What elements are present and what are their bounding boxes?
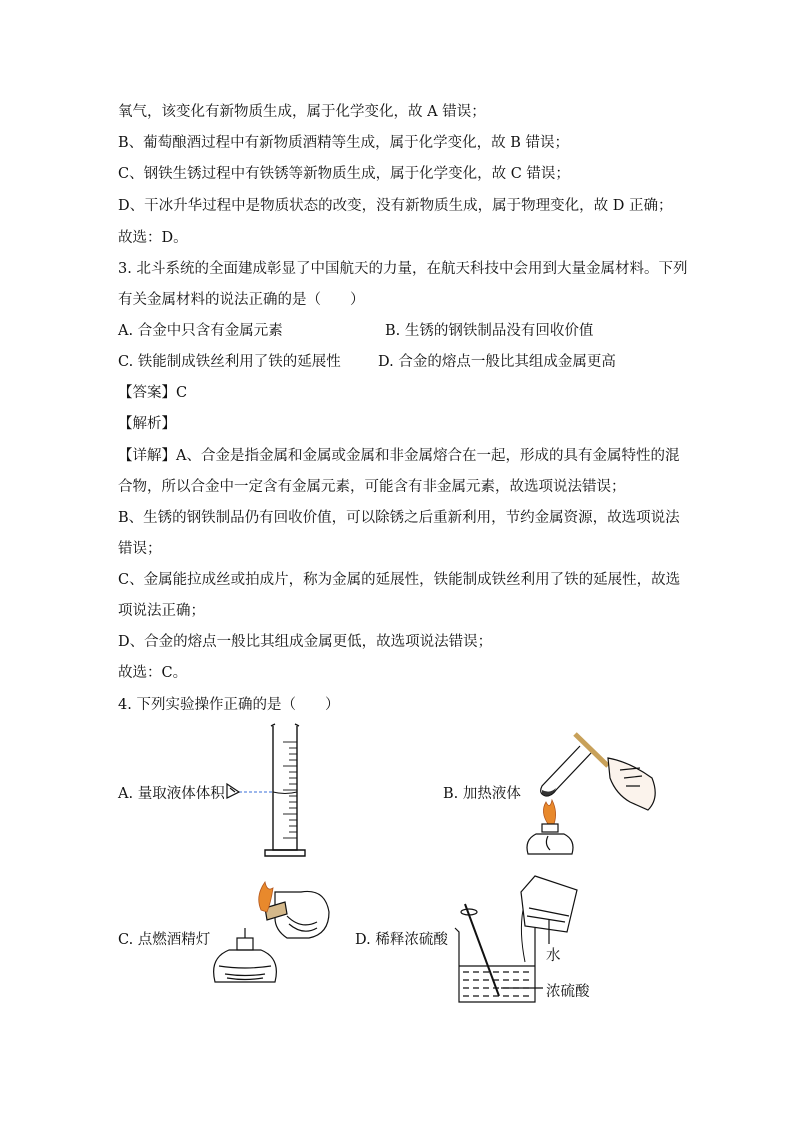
heating-liquid-figure [520,728,665,858]
analysis-line: 项说法正确； [118,603,205,619]
eye-icon [227,784,239,798]
analysis-line: B、生锈的钢铁制品仍有回收价值，可以除锈之后重新利用，节约金属资源，故选项说法 [118,510,680,526]
water-label: 水 [546,948,561,964]
option-b: B. 生锈的钢铁制品没有回收价值 [385,323,594,339]
acid-label: 浓硫酸 [546,984,590,1000]
option-c: C. 铁能制成铁丝利用了铁的延展性 [118,354,341,370]
option-d: D. 合金的熔点一般比其组成金属更高 [378,354,616,370]
analysis-line: 合物，所以合金中一定含有金属元素，可能含有非金属元素，故选项说法错误； [118,479,626,495]
analysis-heading: 【解析】 [118,416,176,432]
analysis-line: 错误； [118,541,162,557]
text-line: 故选：D。 [118,230,188,246]
question-stem: 4. 下列实验操作正确的是（ ） [118,697,340,713]
question-stem: 有关金属材料的说法正确的是（ ） [118,292,365,308]
text-line: B、葡萄酿酒过程中有新物质酒精等生成，属于化学变化，故 B 错误； [118,135,570,151]
graduated-cylinder-figure [225,722,335,862]
answer: 【答案】C [118,385,188,401]
lighting-lamp-figure [205,878,340,998]
option-c: C. 点燃酒精灯 [118,932,211,948]
option-d: D. 稀释浓硫酸 [355,932,448,948]
analysis-line: 【详解】A、合金是指金属和金属或金属和非金属熔合在一起，形成的具有金属特性的混 [118,448,680,464]
analysis-line: 故选：C。 [118,665,188,681]
question-stem: 3. 北斗系统的全面建成彰显了中国航天的力量，在航天科技中会用到大量金属材料。下列 [118,261,688,277]
option-a: A. 量取液体体积 [118,786,225,802]
text-line: D、干冰升华过程中是物质状态的改变，没有新物质生成，属于物理变化，故 D 正确； [118,198,673,214]
analysis-line: D、合金的熔点一般比其组成金属更低，故选项说法错误； [118,634,493,650]
option-a: A. 合金中只含有金属元素 [118,323,283,339]
analysis-line: C、金属能拉成丝或拍成片，称为金属的延展性，铁能制成铁丝利用了铁的延展性，故选 [118,572,681,588]
option-b: B. 加热液体 [443,786,521,802]
text-line: C、钢铁生锈过程中有铁锈等新物质生成，属于化学变化，故 C 错误； [118,166,570,182]
text-line: 氧气，该变化有新物质生成，属于化学变化，故 A 错误； [118,104,486,120]
